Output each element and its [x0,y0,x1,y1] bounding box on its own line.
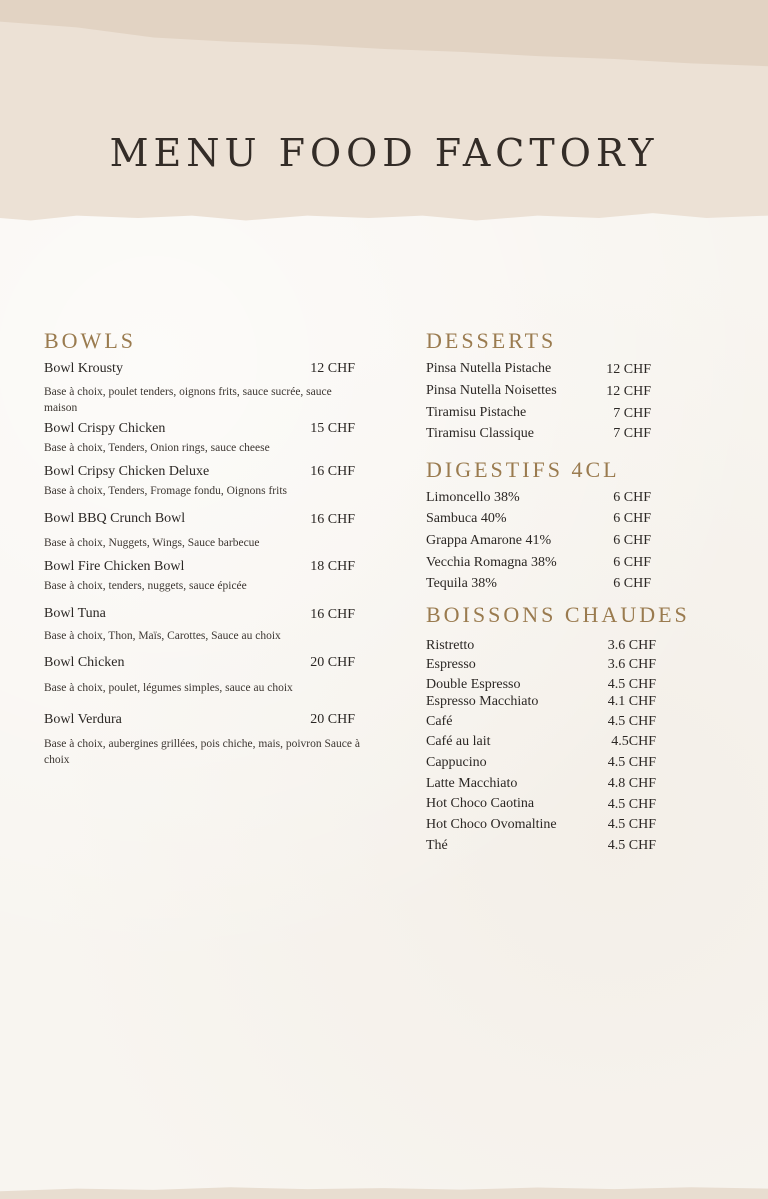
bowl-item-desc: Base à choix, poulet tenders, oignons frits, sauce sucrée, sauce maison [44,386,332,414]
bowl-item-price: 15 CHF [310,421,355,436]
bowl-item-name: Bowl BBQ Crunch Bowl [44,511,186,526]
bowl-item-desc: Base à choix, poulet, légumes simples, sauce au choix [44,682,293,694]
dessert-item-name: Tiramisu Pistache [426,405,527,420]
boisson-item-name: Hot Choco Caotina [426,796,535,811]
digestifs-heading: DIGESTIFS 4CL [426,457,620,482]
boisson-item-price: 4.5CHF [611,734,656,749]
boisson-item-price: 4.5 CHF [607,755,656,770]
dessert-item-price: 12 CHF [606,384,651,399]
bowl-item-desc: Base à choix, Thon, Maïs, Carottes, Sauce au choix [44,630,281,642]
dessert-item-price: 7 CHF [613,406,651,421]
bowl-item-price: 16 CHF [310,512,355,527]
bowl-item-desc: Base à choix, tenders, nuggets, sauce épicée [44,580,247,592]
boisson-item-price: 3.6 CHF [607,657,656,672]
bowl-item-desc: Base à choix, Tenders, Onion rings, sauce cheese [44,442,270,454]
digestif-item-price: 6 CHF [613,555,651,570]
boisson-item-name: Cappucino [426,755,487,770]
boisson-item-price: 4.8 CHF [607,776,656,791]
bowls-heading: BOWLS [44,328,136,353]
dessert-item-name: Tiramisu Classique [426,426,534,441]
bowl-item-desc: Base à choix, aubergines grillées, pois chiche, mais, poivron Sauce à choix [44,738,360,766]
boisson-item-price: 4.5 CHF [607,677,656,692]
digestif-item-name: Vecchia Romagna 38% [426,555,557,570]
digestif-item-price: 6 CHF [613,576,651,591]
boisson-item-price: 4.5 CHF [607,714,656,729]
bowl-item-name: Bowl Verdura [44,712,122,727]
bowl-item-name: Bowl Fire Chicken Bowl [44,559,185,574]
digestif-item-name: Grappa Amarone 41% [426,533,552,548]
bowl-item-price: 16 CHF [310,607,355,622]
bowl-item-desc: Base à choix, Tenders, Fromage fondu, Oignons frits [44,485,287,497]
dessert-item-price: 12 CHF [606,362,651,377]
bowl-item-price: 18 CHF [310,559,355,574]
boisson-item-price: 4.5 CHF [607,817,656,832]
boisson-item-price: 4.5 CHF [607,838,656,853]
bowl-item-price: 12 CHF [310,361,355,376]
bowl-item-price: 16 CHF [310,464,355,479]
dessert-item-name: Pinsa Nutella Pistache [426,361,552,376]
bowl-item-name: Bowl Krousty [44,361,123,376]
bowl-item-desc: Base à choix, Nuggets, Wings, Sauce barbecue [44,537,260,549]
digestif-item-name: Sambuca 40% [426,511,507,526]
digestif-item-price: 6 CHF [613,511,651,526]
boisson-item-name: Latte Macchiato [426,776,518,791]
digestif-item-price: 6 CHF [613,533,651,548]
boisson-item-name: Café [426,714,453,729]
boisson-item-price: 3.6 CHF [607,638,656,653]
boissons-heading: BOISSONS CHAUDES [426,602,690,627]
digestif-item-price: 6 CHF [613,490,651,505]
dessert-item-price: 7 CHF [613,426,651,441]
boisson-item-name: Espresso [426,657,476,672]
boisson-item-name: Thé [426,838,448,853]
bowl-item-name: Bowl Chicken [44,655,125,670]
bowl-item-price: 20 CHF [310,712,355,727]
boisson-item-name: Ristretto [426,638,475,653]
boisson-item-name: Café au lait [426,734,491,749]
digestif-item-name: Limoncello 38% [426,490,520,505]
bowl-item-name: Bowl Crispy Chicken [44,421,166,436]
dessert-item-name: Pinsa Nutella Noisettes [426,383,557,398]
bowl-item-name: Bowl Cripsy Chicken Deluxe [44,464,210,479]
boisson-item-price: 4.1 CHF [607,694,656,709]
boisson-item-name: Espresso Macchiato [426,694,539,709]
boisson-item-price: 4.5 CHF [607,797,656,812]
desserts-heading: DESSERTS [426,328,557,353]
menu-title: MENU FOOD FACTORY [109,131,659,175]
digestif-item-name: Tequila 38% [426,576,497,591]
boisson-item-name: Double Espresso [426,677,521,692]
boisson-item-name: Hot Choco Ovomaltine [426,817,557,832]
bowl-item-price: 20 CHF [310,655,355,670]
bowl-item-name: Bowl Tuna [44,606,106,621]
